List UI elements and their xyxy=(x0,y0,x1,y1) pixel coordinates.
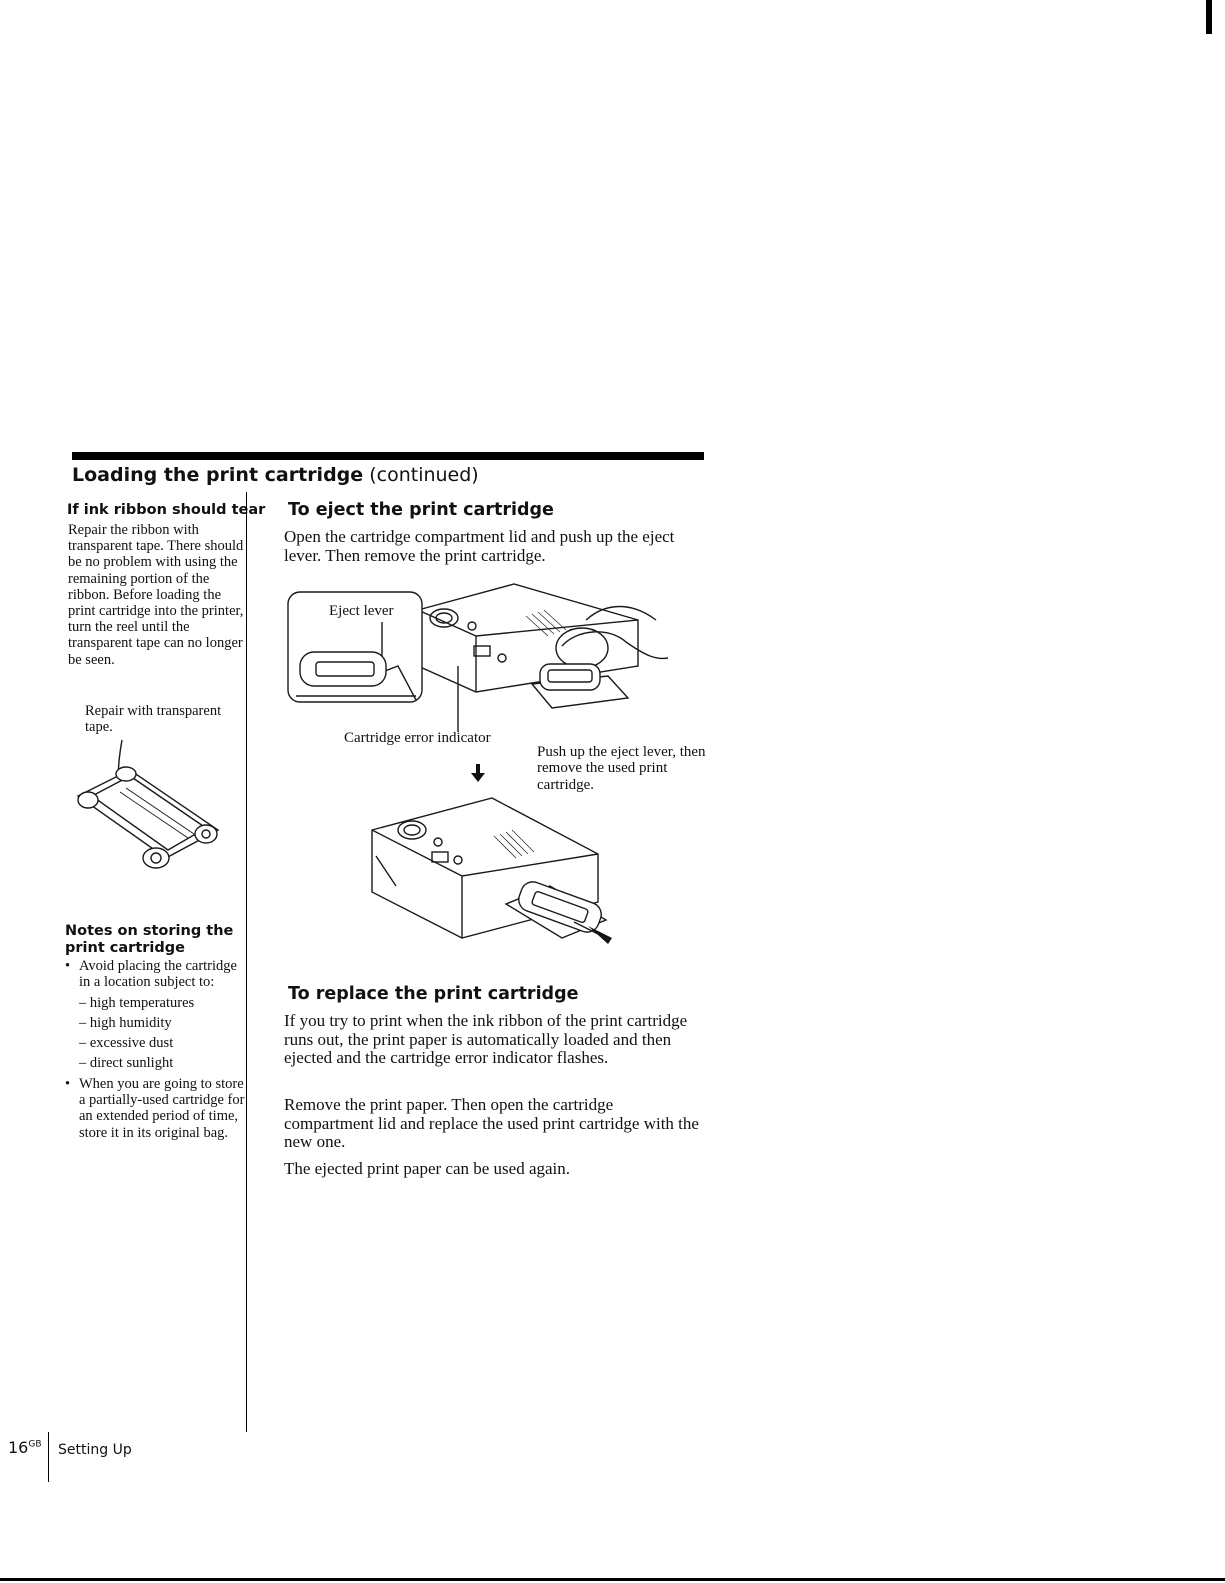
ribbon-cartridge-illustration xyxy=(70,734,230,884)
label-error-indicator: Cartridge error indicator xyxy=(344,730,491,746)
replace-heading: To replace the print cartridge xyxy=(288,984,579,1004)
note-text: Avoid placing the cartridge in a location subject to: xyxy=(79,958,237,991)
page-title-continued: (continued) xyxy=(369,464,479,486)
ribbon-caption: Repair with transparent tape. xyxy=(85,703,222,736)
condition-item: – high temperatures xyxy=(79,994,195,1011)
replace-text-3: The ejected print paper can be used again. xyxy=(284,1159,571,1178)
bullet: • xyxy=(65,1075,71,1092)
note-item xyxy=(65,958,247,1072)
page-title-main: Loading the print cartridge xyxy=(72,464,364,486)
replace-text-1: If you try to print when the ink ribbon of the print cartridge runs out, the print paper is automatically loaded and then ejected and the cartridge error indicator flashes. xyxy=(284,1011,688,1067)
label-eject-lever: Eject lever xyxy=(329,603,394,619)
eject-heading: To eject the print cartridge xyxy=(288,500,554,520)
tear-text: Repair the ribbon with transparent tape. There should be no problem with using the remaining portion of the ribbon. Before loading the print cartridge into the printer, turn the reel until the transparent tape can no longer be seen. xyxy=(68,522,244,668)
page-number xyxy=(8,1438,42,1457)
scan-bottom-edge xyxy=(0,1578,1225,1581)
section-name: Setting Up xyxy=(58,1442,132,1458)
label-push-up: Push up the eject lever, then remove the used print cartridge. xyxy=(537,744,706,793)
bullet: • xyxy=(65,958,71,974)
footer-divider xyxy=(48,1432,49,1482)
notes-heading: Notes on storing the print cartridge xyxy=(65,923,234,956)
note-text: When you are going to store a partially-used cartridge for an extended period of time, store it in its original bag. xyxy=(79,1075,245,1141)
storage-notes xyxy=(65,958,247,1142)
page-number-suffix: GB xyxy=(28,1439,42,1450)
eject-text: Open the cartridge compartment lid and push up the eject lever. Then remove the print cartridge. xyxy=(284,527,675,565)
page-number-value: 16 xyxy=(8,1438,29,1457)
condition-item: – direct sunlight xyxy=(79,1055,174,1072)
note-item xyxy=(65,1076,247,1141)
page-title xyxy=(72,464,479,486)
tear-heading: If ink ribbon should tear xyxy=(67,502,266,518)
down-arrow-icon xyxy=(470,764,486,784)
printer-removed-cartridge-illustration xyxy=(366,796,622,946)
replace-text-2: Remove the print paper. Then open the cartridge compartment lid and replace the used print cartridge with the new one. xyxy=(284,1095,699,1151)
condition-item: – high humidity xyxy=(79,1014,172,1031)
section-rule xyxy=(72,452,704,460)
condition-item: – excessive dust xyxy=(79,1035,174,1052)
scan-edge-mark xyxy=(1206,0,1212,34)
